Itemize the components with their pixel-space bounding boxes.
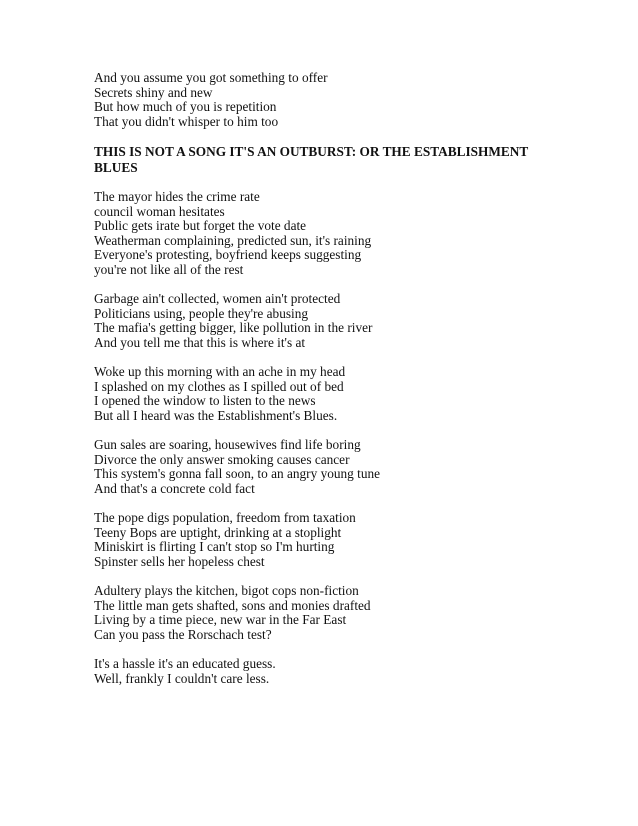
lyric-line: Living by a time piece, new war in the Far East bbox=[94, 612, 347, 628]
stanza-2 bbox=[94, 292, 564, 350]
lyric-line: I splashed on my clothes as I spilled out of bed bbox=[94, 378, 344, 394]
lyric-line: Weatherman complaining, predicted sun, it's raining bbox=[94, 232, 372, 248]
stanza-1 bbox=[94, 190, 564, 278]
stanza-6 bbox=[94, 584, 564, 642]
lyrics-body bbox=[94, 71, 564, 701]
lyric-line: Gun sales are soaring, housewives find life boring bbox=[94, 437, 361, 453]
stanza-5 bbox=[94, 511, 564, 569]
lyric-line: Adultery plays the kitchen, bigot cops non-fiction bbox=[94, 583, 359, 598]
stanza-7 bbox=[94, 657, 564, 686]
lyric-line: And you assume you got something to offer bbox=[94, 70, 328, 85]
lyric-line: Can you pass the Rorschach test? bbox=[94, 626, 272, 642]
lyric-line: And you tell me that this is where it's at bbox=[94, 334, 306, 350]
lyric-line: Garbage ain't collected, women ain't protected bbox=[94, 291, 341, 307]
lyric-line: Woke up this morning with an ache in my head bbox=[94, 364, 346, 380]
lyric-line: And that's a concrete cold fact bbox=[94, 480, 255, 496]
lyric-line: Well, frankly I couldn't care less. bbox=[94, 670, 270, 686]
song-title: THIS IS NOT A SONG IT'S AN OUTBURST: OR THE ESTABLISHMENT BLUES bbox=[94, 143, 529, 175]
lyric-line: council woman hesitates bbox=[94, 203, 225, 219]
lyric-line: It's a hassle it's an educated guess. bbox=[94, 655, 276, 671]
lyric-line: Secrets shiny and new bbox=[94, 84, 213, 100]
lyric-line: That you didn't whisper to him too bbox=[94, 113, 279, 129]
lyric-line: Politicians using, people they're abusing bbox=[94, 305, 309, 321]
stanza-3 bbox=[94, 365, 564, 423]
lyric-line: Divorce the only answer smoking causes cancer bbox=[94, 451, 350, 467]
lyric-line: Teeny Bops are uptight, drinking at a stoplight bbox=[94, 524, 342, 540]
lyric-line: This system's gonna fall soon, to an angry young tune bbox=[94, 466, 381, 482]
lyric-line: I opened the window to listen to the news bbox=[94, 393, 316, 409]
lyric-line: But how much of you is repetition bbox=[94, 99, 277, 115]
lyric-line: But all I heard was the Establishment's Blues. bbox=[94, 407, 338, 423]
lyric-line: Public gets irate but forget the vote date bbox=[94, 218, 307, 234]
stanza-4 bbox=[94, 438, 564, 496]
lyric-line: you're not like all of the rest bbox=[94, 261, 244, 277]
lyric-line: Miniskirt is flirting I can't stop so I'm hurting bbox=[94, 539, 335, 555]
lyric-line: The little man gets shafted, sons and monies drafted bbox=[94, 597, 371, 613]
lyric-line: The mayor hides the crime rate bbox=[94, 188, 260, 204]
intro-stanza bbox=[94, 71, 564, 129]
lyric-line: The pope digs population, freedom from taxation bbox=[94, 510, 356, 526]
lyric-line: Spinster sells her hopeless chest bbox=[94, 553, 265, 569]
lyric-line: The mafia's getting bigger, like pollution in the river bbox=[94, 320, 373, 336]
lyric-line: Everyone's protesting, boyfriend keeps suggesting bbox=[94, 247, 362, 263]
